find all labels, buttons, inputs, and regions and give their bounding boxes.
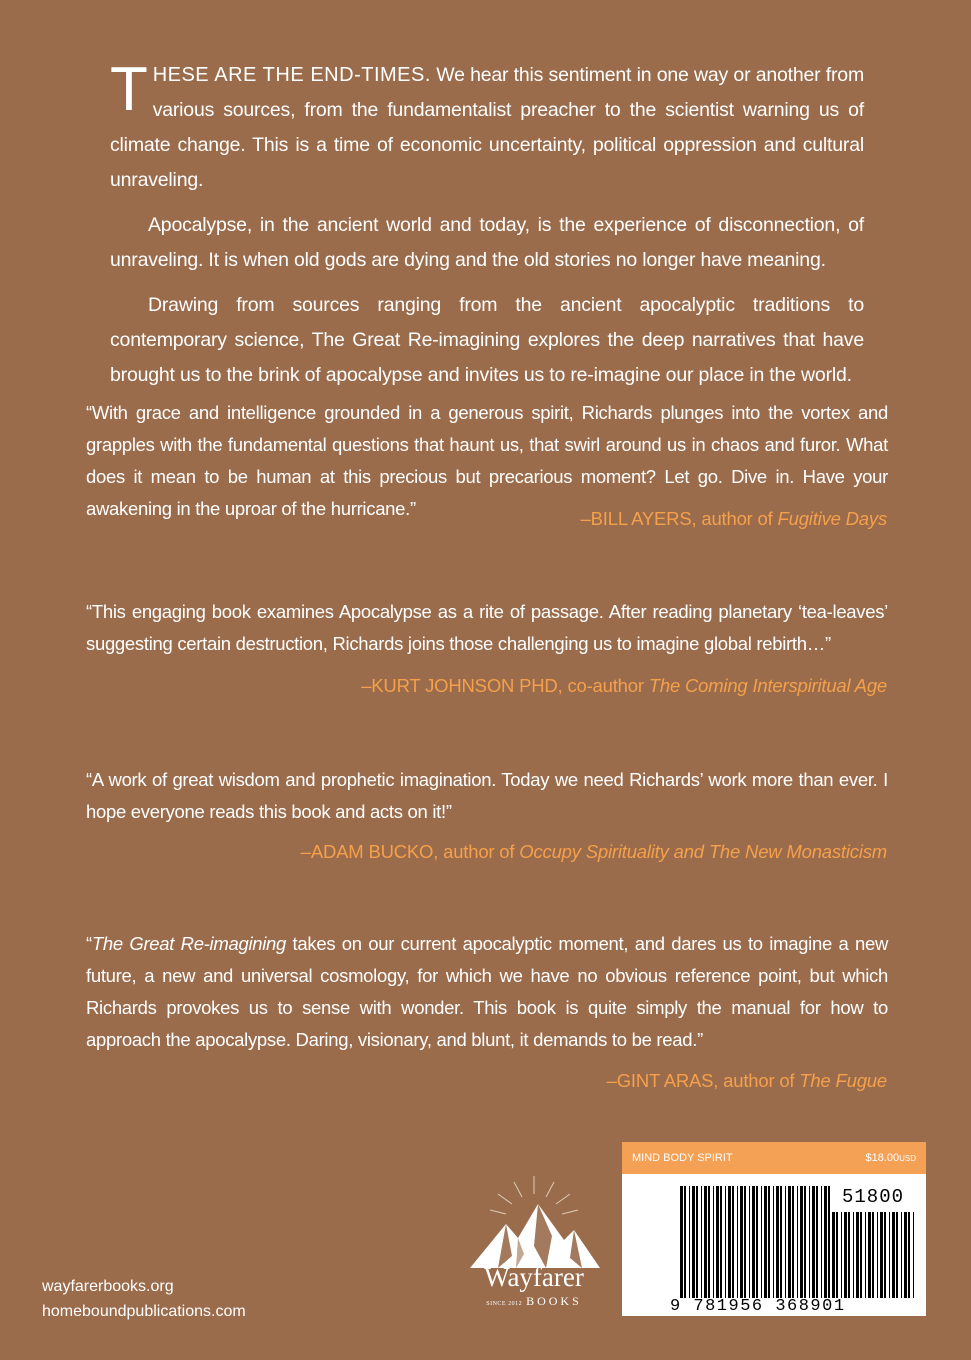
endorsement-attribution	[607, 1070, 887, 1092]
price-label	[865, 1152, 916, 1164]
addon-barcode	[832, 1212, 914, 1298]
category-label: MIND BODY SPIRIT	[632, 1152, 733, 1164]
barcode-bar	[716, 1186, 719, 1298]
blurb-paragraph-3: Drawing from sources ranging from the ancient apocalyptic traditions to contemporary science, The Great Re-imagining explores the deep narratives that have brought us to the brink of apocalypse and invites us to re-imagine our place in the world.	[110, 294, 864, 386]
isbn-number: 9 781956 368901	[670, 1297, 846, 1316]
drop-cap: T	[110, 55, 148, 124]
barcode-bar	[832, 1212, 835, 1298]
blurb-p1-text: We hear this sentiment in one way or another from various sources, from the fundamentalist preacher to the scientist warning us of climate change. This is a time of economic uncertainty, political oppression and cultural unraveling.	[110, 64, 864, 191]
barcode-bar	[684, 1186, 686, 1298]
logo-wordmark: Wayfarer	[484, 1262, 584, 1292]
barcode-bar	[689, 1186, 690, 1298]
barcode-bar	[696, 1186, 698, 1298]
barcode-bar	[913, 1212, 914, 1298]
barcode-bar	[680, 1186, 683, 1298]
barcode-bar	[725, 1186, 726, 1298]
barcode-bar	[908, 1212, 910, 1298]
attribution-book-title: Fugitive Days	[777, 508, 887, 529]
quote-open-mark: “	[86, 933, 92, 954]
attribution-author: –GINT ARAS, author of	[606, 1070, 800, 1091]
barcode-bar	[780, 1186, 782, 1298]
blurb-paragraph-2: Apocalypse, in the ancient world and today, is the experience of disconnection, of unraveling. It is when old gods are dying and the old stories no longer have meaning.	[110, 214, 864, 271]
barcode-bar	[889, 1212, 890, 1298]
barcode-bar	[692, 1186, 695, 1298]
barcode-bar	[868, 1212, 871, 1298]
logo-since: SINCE 2012	[486, 1301, 523, 1307]
barcode-bar	[713, 1186, 714, 1298]
barcode-bar	[824, 1186, 827, 1298]
barcode-bar	[732, 1186, 734, 1298]
publisher-logo	[448, 1166, 620, 1316]
blurb-paragraph-1	[110, 55, 864, 198]
endorsement-quote: “A work of great wisdom and prophetic imagination. Today we need Richards’ work more than ever. I hope everyone reads this book and acts on it!”	[86, 769, 888, 822]
barcode-bar	[877, 1212, 878, 1298]
attribution-book-title: Occupy Spirituality and The New Monasticism	[519, 841, 887, 862]
barcode-bar	[797, 1186, 798, 1298]
isbn-barcode	[680, 1186, 830, 1298]
barcode-bar	[701, 1186, 702, 1298]
barcode-panel	[622, 1142, 926, 1316]
publisher-urls	[42, 1274, 246, 1324]
barcode-bar	[785, 1186, 786, 1298]
attribution-author: –BILL AYERS, author of	[580, 508, 778, 529]
barcode-bar	[892, 1212, 895, 1298]
endorsement-attribution	[301, 841, 887, 863]
barcode-bar	[809, 1186, 810, 1298]
barcode-bar	[740, 1186, 743, 1298]
logo-books: BOOKS	[526, 1294, 582, 1308]
barcode-bar	[764, 1186, 767, 1298]
barcode-bar	[872, 1212, 874, 1298]
barcode-bar	[836, 1212, 838, 1298]
barcode-bar	[761, 1186, 762, 1298]
blurb-lead: HESE ARE THE END-TIMES.	[152, 64, 431, 86]
barcode-bar	[788, 1186, 791, 1298]
barcode-bar	[848, 1212, 850, 1298]
barcode-bar	[844, 1212, 847, 1298]
endorsement-quote: “This engaging book examines Apocalypse as a rite of passage. After reading planetary ‘tea-leaves’ suggesting certain destruction, Richards joins those challenging us to imagine global rebirth…”	[86, 601, 888, 654]
attribution-book-title: The Fugue	[799, 1070, 887, 1091]
barcode-bar	[841, 1212, 842, 1298]
back-cover-blurb	[110, 55, 864, 393]
attribution-author: –KURT JOHNSON PHD, co-author	[361, 675, 649, 696]
barcode-bar	[756, 1186, 758, 1298]
price-value: $18.00	[865, 1152, 900, 1164]
logo-subtitle	[448, 1294, 620, 1309]
barcode-bar	[821, 1186, 822, 1298]
barcode-bar	[737, 1186, 738, 1298]
barcode-bar	[804, 1186, 806, 1298]
barcode-bar	[768, 1186, 770, 1298]
endorsement-quote: “With grace and intelligence grounded in a generous spirit, Richards plunges into the vortex and grapples with the fundamental questions that haunt us, that swirl around us in chaos and furor. What does it mean to be human at this precious but precarious moment? Let go. Dive in. Have your awakening in the uproar of the hurricane.”	[86, 402, 888, 519]
attribution-book-title: The Coming Interspiritual Age	[648, 675, 887, 696]
barcode-bar	[860, 1212, 862, 1298]
barcode-bar	[800, 1186, 803, 1298]
barcode-bar	[708, 1186, 710, 1298]
barcode-bar	[904, 1212, 907, 1298]
endorsement-attribution	[361, 675, 887, 697]
barcode-bar	[884, 1212, 886, 1298]
barcode-bar	[744, 1186, 746, 1298]
barcode-bar	[776, 1186, 779, 1298]
barcode-bar	[853, 1212, 854, 1298]
barcode-bar	[865, 1212, 866, 1298]
endorsement-quote	[86, 928, 888, 1056]
barcode-bar	[773, 1186, 774, 1298]
barcode-bar	[749, 1186, 750, 1298]
barcode-bar	[880, 1212, 883, 1298]
quote-book-title: The Great Re-imagining	[91, 933, 287, 954]
barcode-bar	[704, 1186, 707, 1298]
barcode-bar	[856, 1212, 859, 1298]
barcode-bar	[728, 1186, 731, 1298]
barcode-bar	[792, 1186, 794, 1298]
attribution-author: –ADAM BUCKO, author of	[300, 841, 520, 862]
barcode-bar	[896, 1212, 898, 1298]
quote-text: takes on our current apocalyptic moment, and dares us to imagine a new future, a new and universal cosmology, for which we have no obvious reference point, but which Richards provokes us to sense with wonder. This book is quite simply the manual for how to approach the apocalypse. Daring, visionary, and blunt, it demands to be read.”	[86, 933, 889, 1050]
barcode-addon-number: 51800	[841, 1186, 904, 1208]
barcode-header	[622, 1142, 926, 1174]
barcode-bar	[752, 1186, 755, 1298]
website-link-wayfarer[interactable]: wayfarerbooks.org	[42, 1278, 174, 1295]
endorsement-attribution	[581, 508, 887, 530]
barcode-bar	[720, 1186, 722, 1298]
price-currency: USD	[899, 1154, 916, 1163]
website-link-homebound[interactable]: homeboundpublications.com	[42, 1303, 246, 1320]
barcode-bar	[901, 1212, 902, 1298]
barcode-bar	[816, 1186, 818, 1298]
barcode-bar	[812, 1186, 815, 1298]
